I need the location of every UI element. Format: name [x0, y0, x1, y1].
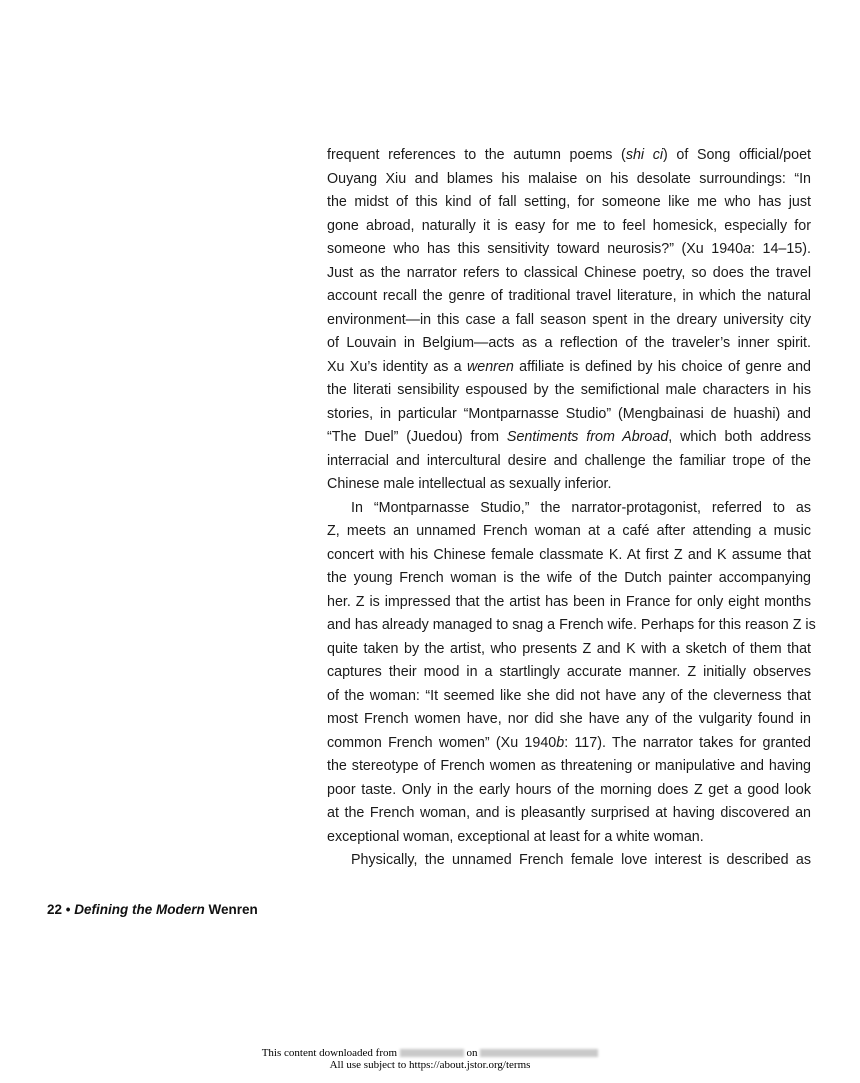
text-segment: her. Z is impressed that the artist has been in France for only eight months — [327, 593, 811, 610]
text-segment: the literati sensibility espoused by the semifictional male characters in his — [327, 382, 811, 398]
text-segment: affiliate is defined by his choice of genre and — [513, 358, 811, 375]
text-line — [327, 285, 811, 309]
text-line — [327, 497, 811, 521]
text-segment: most French women have, nor did she have any of the vulgarity found in — [327, 711, 811, 727]
text-line — [327, 849, 811, 873]
text-segment: ) of Song official/poet — [663, 147, 812, 163]
italic-text: a — [743, 241, 752, 257]
text-segment: frequent references to the autumn poems ( — [327, 147, 626, 163]
text-segment: “The Duel” (Juedou) from — [327, 429, 507, 445]
text-segment: stories, in particular “Montparnasse Studio” (Mengbainasi de huashi) and — [327, 405, 811, 422]
text-line — [327, 450, 811, 474]
footer-bullet: • — [62, 902, 75, 917]
text-segment: the stereotype of French women as threatening or manipulative and having — [327, 758, 811, 774]
text-segment: gone abroad, naturally it is easy for me to feel homesick, especially for — [327, 217, 811, 234]
book-title-italic: Defining the Modern — [74, 902, 205, 917]
notice-prefix: This content downloaded from — [261, 1047, 400, 1059]
download-notice — [0, 1047, 860, 1071]
text-line — [327, 191, 811, 215]
body-text — [327, 144, 816, 873]
text-segment: of Louvain in Belgium—acts as a reflection of the traveler’s inner spirit. — [327, 335, 811, 351]
text-segment: of the woman: “It seemed like she did not have any of the cleverness that — [327, 687, 811, 704]
italic-text: shi ci — [625, 147, 664, 163]
text-segment: Just as the narrator refers to classical Chinese poetry, so does the travel — [327, 264, 811, 281]
notice-line-1 — [0, 1047, 860, 1059]
italic-text: Sentiments from Abroad — [506, 429, 669, 445]
text-segment: exceptional woman, exceptional at least for a white woman. — [327, 828, 704, 845]
text-segment: interracial and intercultural desire and challenge the familiar trope of the — [327, 452, 811, 469]
text-line — [327, 332, 811, 356]
text-segment: Chinese male intellectual as sexually inferior. — [327, 476, 612, 492]
text-segment: Xu Xu’s identity as a — [327, 358, 467, 375]
page-number: 22 — [47, 902, 63, 917]
text-segment: the young French woman is the wife of the Dutch painter accompanying — [327, 570, 811, 586]
notice-on: on — [463, 1047, 481, 1059]
text-segment: : 14–15). — [751, 241, 811, 257]
text-line — [327, 591, 811, 615]
redacted-ip — [400, 1049, 464, 1057]
text-segment: and has already managed to snag a French wife. Perhaps for this reason Z is — [327, 617, 816, 633]
text-line — [327, 215, 811, 239]
book-title-roman: Wenren — [204, 902, 258, 917]
text-segment: someone who has this sensitivity toward neurosis?” (Xu 1940 — [327, 241, 744, 257]
text-line — [327, 544, 811, 568]
text-line — [327, 144, 811, 168]
text-line — [327, 262, 811, 286]
text-line — [327, 426, 811, 450]
text-segment: In “Montparnasse Studio,” the narrator-protagonist, referred to as — [351, 499, 811, 516]
text-segment: Physically, the unnamed French female love interest is described as — [351, 852, 811, 868]
text-line — [327, 403, 811, 427]
text-line — [327, 826, 811, 850]
text-segment: account recall the genre of traditional travel literature, in which the natural — [327, 288, 811, 304]
text-line — [327, 802, 811, 826]
text-line — [327, 520, 811, 544]
text-line — [327, 473, 811, 497]
text-line — [327, 755, 811, 779]
running-footer — [47, 902, 258, 917]
text-segment: Z, meets an unnamed French woman at a café after attending a music — [327, 523, 811, 539]
text-line — [327, 685, 811, 709]
text-line — [327, 309, 811, 333]
text-segment: at the French woman, and is pleasantly surprised at having discovered an — [327, 805, 811, 821]
text-segment: quite taken by the artist, who presents Z and K with a sketch of them that — [327, 640, 811, 657]
text-line — [327, 238, 811, 262]
text-segment: common French women” (Xu 1940 — [327, 734, 557, 751]
notice-line-2: All use subject to https://about.jstor.org/terms — [329, 1059, 531, 1071]
text-segment: : 117). The narrator takes for granted — [564, 734, 811, 751]
text-segment: concert with his Chinese female classmate K. At first Z and K assume that — [327, 546, 811, 563]
text-line — [327, 708, 811, 732]
italic-text: wenren — [466, 358, 514, 375]
text-segment: Ouyang Xiu and blames his malaise on his desolate surroundings: “In — [327, 170, 811, 187]
text-segment: captures their mood in a startlingly accurate manner. Z initially observes — [327, 664, 811, 680]
text-segment: environment—in this case a fall season spent in the dreary university city — [327, 311, 811, 328]
text-segment: poor taste. Only in the early hours of the morning does Z get a good look — [327, 781, 811, 798]
italic-text: b — [556, 734, 565, 751]
text-line — [327, 379, 811, 403]
redacted-date — [480, 1049, 598, 1057]
text-segment: , which both address — [668, 429, 811, 445]
text-line — [327, 614, 816, 638]
text-line — [327, 567, 811, 591]
text-line — [327, 661, 811, 685]
text-segment: the midst of this kind of fall setting, for someone like me who has just — [327, 194, 811, 210]
text-line — [327, 356, 811, 380]
text-line — [327, 732, 811, 756]
text-line — [327, 638, 811, 662]
text-line — [327, 168, 811, 192]
text-line — [327, 779, 811, 803]
